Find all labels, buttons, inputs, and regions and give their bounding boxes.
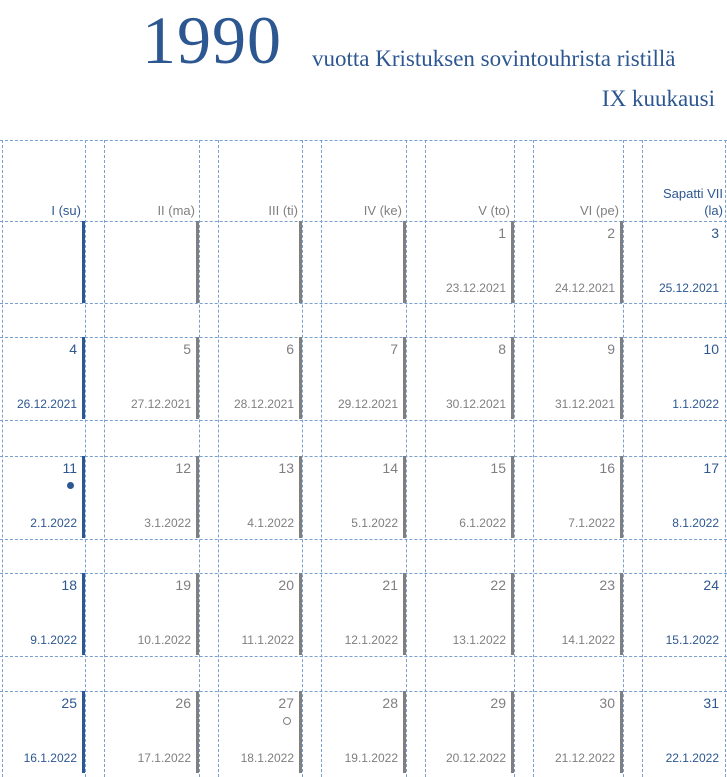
day-number: 13 — [278, 460, 294, 476]
day-cell — [425, 691, 514, 773]
grid-line-vertical — [85, 140, 86, 777]
day-cell — [0, 221, 85, 303]
gregorian-date: 3.1.2022 — [144, 516, 191, 530]
day-number: 8 — [498, 341, 506, 357]
day-cell — [642, 221, 727, 303]
cell-divider-bar — [511, 573, 514, 655]
year-subtitle: vuotta Kristuksen sovintouhrista ristillä — [312, 46, 676, 71]
cell-divider-bar — [620, 573, 623, 655]
gregorian-date: 29.12.2021 — [337, 397, 398, 411]
filled-circle-icon — [67, 482, 74, 489]
gregorian-date: 18.1.2022 — [240, 751, 294, 765]
day-number: 12 — [175, 460, 191, 476]
cell-divider-bar — [511, 337, 514, 419]
day-cell — [321, 456, 406, 538]
cell-divider-bar — [82, 691, 85, 773]
weekday-header: I (su) — [51, 203, 81, 218]
day-cell — [533, 337, 623, 419]
cell-divider-bar — [299, 573, 302, 655]
day-cell — [104, 456, 199, 538]
day-number: 15 — [490, 460, 506, 476]
gregorian-date: 14.1.2022 — [561, 633, 615, 647]
cell-divider-bar — [299, 337, 302, 419]
gregorian-date: 25.12.2021 — [658, 281, 719, 295]
gregorian-date: 27.12.2021 — [130, 397, 191, 411]
gregorian-date: 9.1.2022 — [30, 633, 77, 647]
grid-line-vertical — [199, 140, 200, 777]
day-cell — [104, 691, 199, 773]
weekday-header: VI (pe) — [579, 203, 619, 218]
day-number: 6 — [286, 341, 294, 357]
gregorian-date: 10.1.2022 — [137, 633, 191, 647]
day-number: 20 — [278, 577, 294, 593]
day-number: 31 — [703, 695, 719, 711]
cell-divider-bar — [299, 221, 302, 303]
day-cell — [425, 221, 514, 303]
grid-line-vertical — [406, 140, 407, 777]
gregorian-date: 24.12.2021 — [554, 281, 615, 295]
day-cell — [0, 573, 85, 655]
gregorian-date: 16.1.2022 — [23, 751, 77, 765]
day-cell — [321, 691, 406, 773]
year-title: 1990 — [142, 2, 282, 78]
cell-divider-bar — [299, 456, 302, 538]
day-number: 7 — [390, 341, 398, 357]
day-cell — [104, 337, 199, 419]
gregorian-date: 8.1.2022 — [672, 516, 719, 530]
day-cell — [425, 337, 514, 419]
cell-divider-bar — [620, 221, 623, 303]
day-cell — [218, 691, 302, 773]
day-cell — [533, 456, 623, 538]
day-cell — [425, 456, 514, 538]
gregorian-date: 1.1.2022 — [672, 397, 719, 411]
day-cell — [321, 573, 406, 655]
day-number: 4 — [69, 341, 77, 357]
day-cell — [533, 221, 623, 303]
gregorian-date: 21.12.2022 — [554, 751, 615, 765]
gregorian-date: 17.1.2022 — [137, 751, 191, 765]
day-cell — [533, 573, 623, 655]
day-cell — [642, 456, 727, 538]
gregorian-date: 20.12.2022 — [445, 751, 506, 765]
cell-divider-bar — [196, 691, 199, 773]
month-title: IX kuukausi — [601, 86, 715, 111]
day-number: 26 — [175, 695, 191, 711]
grid-line-horizontal — [0, 539, 727, 540]
cell-divider-bar — [511, 691, 514, 773]
day-number: 14 — [382, 460, 398, 476]
gregorian-date: 28.12.2021 — [233, 397, 294, 411]
day-cell — [321, 221, 406, 303]
day-number: 19 — [175, 577, 191, 593]
gregorian-date: 5.1.2022 — [351, 516, 398, 530]
grid-line-vertical — [302, 140, 303, 777]
day-number: 21 — [382, 577, 398, 593]
day-number: 9 — [607, 341, 615, 357]
day-number: 30 — [599, 695, 615, 711]
gregorian-date: 2.1.2022 — [30, 516, 77, 530]
day-number: 10 — [703, 341, 719, 357]
gregorian-date: 4.1.2022 — [247, 516, 294, 530]
gregorian-date: 23.12.2021 — [445, 281, 506, 295]
cell-divider-bar — [196, 456, 199, 538]
day-cell — [0, 337, 85, 419]
weekday-header: Sapatti VII (la) — [663, 186, 723, 218]
day-cell — [218, 337, 302, 419]
day-number: 23 — [599, 577, 615, 593]
cell-divider-bar — [620, 337, 623, 419]
day-cell — [642, 573, 727, 655]
day-number: 29 — [490, 695, 506, 711]
gregorian-date: 6.1.2022 — [459, 516, 506, 530]
gregorian-date: 31.12.2021 — [554, 397, 615, 411]
cell-divider-bar — [82, 221, 85, 303]
cell-divider-bar — [82, 337, 85, 419]
cell-divider-bar — [196, 221, 199, 303]
cell-divider-bar — [620, 456, 623, 538]
cell-divider-bar — [196, 337, 199, 419]
day-cell — [642, 691, 727, 773]
day-cell — [0, 691, 85, 773]
day-number: 27 — [278, 695, 294, 711]
day-number: 5 — [183, 341, 191, 357]
day-cell — [104, 221, 199, 303]
cell-divider-bar — [511, 456, 514, 538]
cell-divider-bar — [196, 573, 199, 655]
gregorian-date: 15.1.2022 — [665, 633, 719, 647]
day-number: 3 — [711, 225, 719, 241]
cell-divider-bar — [403, 573, 406, 655]
day-cell — [218, 221, 302, 303]
cell-divider-bar — [511, 221, 514, 303]
day-cell — [218, 573, 302, 655]
cell-divider-bar — [82, 573, 85, 655]
day-cell — [642, 337, 727, 419]
cell-divider-bar — [403, 337, 406, 419]
cell-divider-bar — [620, 691, 623, 773]
day-cell — [0, 456, 85, 538]
grid-line-vertical — [623, 140, 624, 777]
day-number: 28 — [382, 695, 398, 711]
day-cell — [104, 573, 199, 655]
gregorian-date: 7.1.2022 — [568, 516, 615, 530]
gregorian-date: 19.1.2022 — [344, 751, 398, 765]
day-number: 11 — [62, 460, 77, 476]
cell-divider-bar — [299, 691, 302, 773]
day-number: 2 — [607, 225, 615, 241]
day-number: 25 — [61, 695, 77, 711]
gregorian-date: 26.12.2021 — [16, 397, 77, 411]
day-cell — [425, 573, 514, 655]
gregorian-date: 22.1.2022 — [665, 751, 719, 765]
weekday-header: II (ma) — [157, 203, 195, 218]
weekday-header: V (to) — [478, 203, 510, 218]
cell-divider-bar — [82, 456, 85, 538]
day-cell — [218, 456, 302, 538]
grid-line-horizontal — [0, 420, 727, 421]
day-number: 17 — [703, 460, 719, 476]
day-cell — [321, 337, 406, 419]
cell-divider-bar — [403, 456, 406, 538]
day-cell — [533, 691, 623, 773]
day-number: 24 — [703, 577, 719, 593]
day-number: 16 — [599, 460, 615, 476]
grid-line-horizontal — [0, 656, 727, 657]
cell-divider-bar — [403, 691, 406, 773]
weekday-header: IV (ke) — [363, 203, 402, 218]
cell-divider-bar — [403, 221, 406, 303]
hollow-circle-icon — [283, 717, 291, 725]
day-number: 18 — [61, 577, 77, 593]
calendar-header — [0, 0, 727, 140]
grid-line-horizontal — [0, 303, 727, 304]
gregorian-date: 13.1.2022 — [452, 633, 506, 647]
day-number: 22 — [490, 577, 506, 593]
gregorian-date: 30.12.2021 — [445, 397, 506, 411]
grid-line-horizontal — [0, 140, 727, 141]
gregorian-date: 11.1.2022 — [241, 633, 294, 647]
day-number: 1 — [498, 225, 506, 241]
weekday-header: III (ti) — [268, 203, 298, 218]
gregorian-date: 12.1.2022 — [344, 633, 398, 647]
grid-line-vertical — [514, 140, 515, 777]
